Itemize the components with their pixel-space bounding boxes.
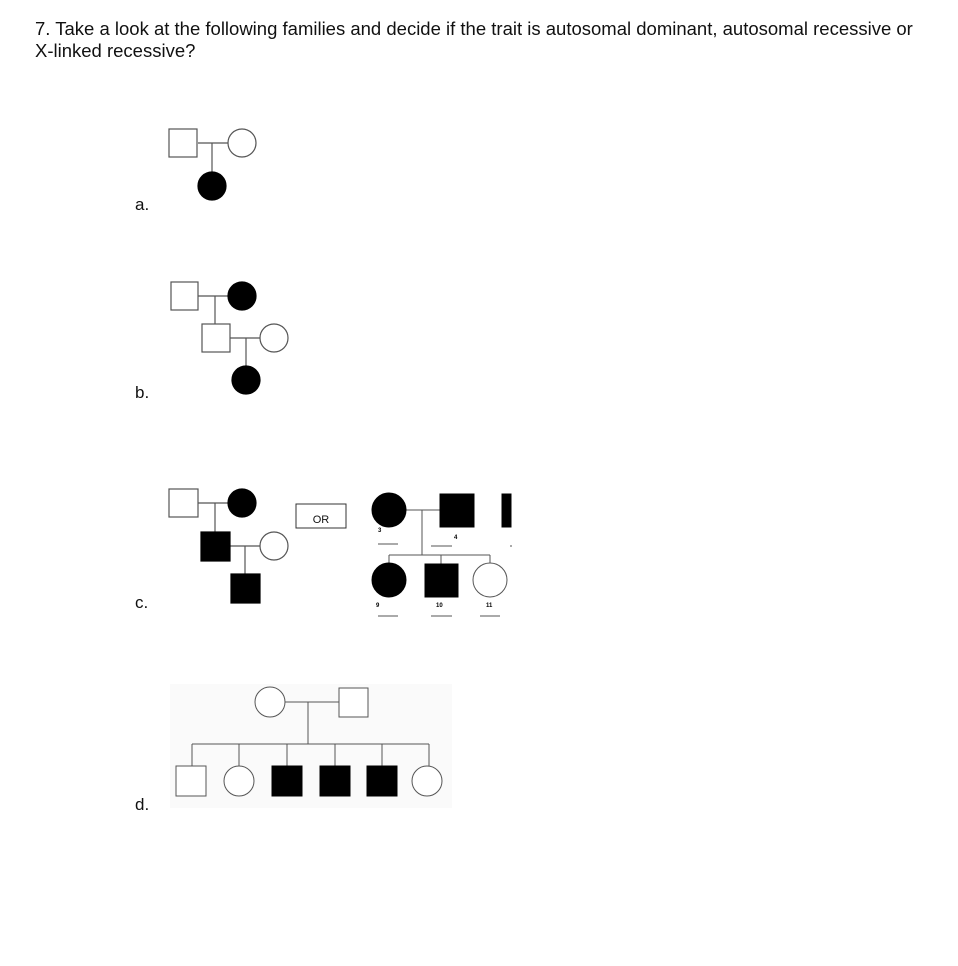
child-male-affected: [320, 766, 350, 796]
mother-female-unaffected: [228, 129, 256, 157]
son-male-affected: [201, 532, 230, 561]
child-male-unaffected: [176, 766, 206, 796]
grandson-male-affected: [231, 574, 260, 603]
child-female-unaffected: [473, 563, 507, 597]
or-box: [296, 504, 346, 528]
label-b: b.: [135, 383, 150, 402]
grandfather-male-unaffected: [169, 489, 198, 517]
pedigree-b: [171, 282, 288, 394]
grandmother-female-affected: [228, 489, 256, 517]
parent-male-affected: [440, 494, 474, 527]
grandmother-female-affected: [228, 282, 256, 310]
spouse-female-unaffected: [260, 532, 288, 560]
parent-female-affected: [372, 493, 406, 527]
label-c: c.: [135, 593, 149, 612]
individual-number: 4: [454, 535, 458, 541]
individual-number: 3: [378, 528, 382, 534]
individual-number: 11: [486, 603, 493, 609]
individual-number: 9: [376, 603, 380, 609]
daughter-female-affected: [198, 172, 226, 200]
pedigree-a: [169, 129, 256, 200]
child-male-affected: [367, 766, 397, 796]
grandchild-female-affected: [232, 366, 260, 394]
grandfather-male-unaffected: [171, 282, 198, 310]
or-text: OR: [312, 514, 330, 526]
spouse-female-unaffected: [260, 324, 288, 352]
child-female-unaffected: [412, 766, 442, 796]
pedigree-c-left: [169, 489, 288, 603]
question-text: 7. Take a look at the following families and decide if the trait is autosomal dominant, autosomal recessive or X-linked recessive?: [35, 18, 913, 61]
child-female-unaffected: [224, 766, 254, 796]
father-male-unaffected: [339, 688, 368, 717]
son-male-unaffected: [202, 324, 230, 352]
label-d: d.: [135, 795, 150, 814]
father-male-unaffected: [169, 129, 197, 157]
child-female-affected: [372, 563, 406, 597]
mother-female-unaffected: [255, 687, 285, 717]
partial-male-affected: [502, 494, 511, 527]
individual-number: 10: [436, 603, 443, 609]
pedigree-c-right: [372, 493, 512, 616]
label-a: a.: [135, 195, 150, 214]
child-male-affected: [272, 766, 302, 796]
child-male-affected: [425, 564, 458, 597]
pedigree-d: [170, 684, 452, 808]
